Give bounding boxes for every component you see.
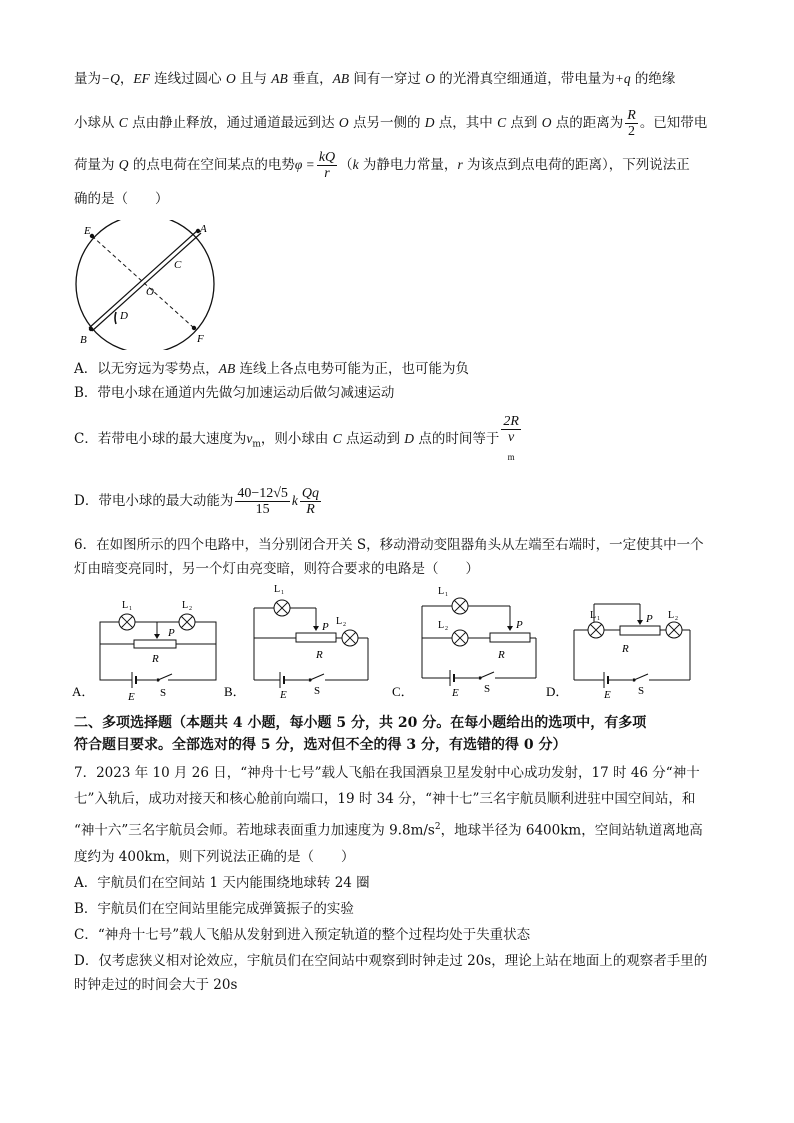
q5-stem-line-1: 量为−Q，EF 连线过圆心 O 且与 AB 垂直，AB 间有一穿过 O 的光滑真空细通道，带电量为+q 的绝缘 <box>74 71 676 87</box>
circuit-d-switch <box>634 674 648 680</box>
svg-text:E: E <box>604 689 611 701</box>
q7-stem-line-3: “神十六”三名宇航员会师。若地球表面重力加速度为 $9.8m/s^2$，地球半径为 6400km，空间站轨道离地高 <box>74 822 703 839</box>
svg-text:2: 2 <box>675 616 678 622</box>
svg-text:R: R <box>622 643 629 655</box>
q7-stem-line-2: 七”入轨后，成功对接天和核心舱前向端口，19 时 34 分，“神十七”三名宇航员顺利进驻中国空间站，和 <box>74 791 696 807</box>
q5-figure-circle-diagram <box>70 220 230 350</box>
section-2-heading-line-1: 二、多项选择题（本题共 4 小题，每小题 5 分，共 20 分。在每小题给出的选项中，有多项 <box>74 715 647 731</box>
svg-text:S: S <box>160 687 167 699</box>
svg-text:L: L <box>274 584 281 595</box>
svg-text:2: 2 <box>189 606 192 612</box>
q7-stem-line-1: 7．2023 年 10 月 26 日，“神舟十七号”载人飞船在我国酒泉卫星发射中心成功发射，17 时 46 分“神十 <box>74 765 700 781</box>
q5-option-d: D．带电小球的最大动能为 $\frac{40-12√5}{15}$ k $\frac{Qq}{R}$ <box>74 486 320 517</box>
svg-text:E: E <box>128 691 135 702</box>
svg-text:L: L <box>336 616 343 627</box>
circuit-c-diagram <box>392 580 542 702</box>
q5-stem-line-3: 荷量为 Q 的点电荷在空间某点的电势φ = $\frac{kQ}{r}$ （k 为静电力常量，r 为该点到点电荷的距离），下列说法正 <box>74 150 690 181</box>
circuit-a-diagram <box>72 592 222 702</box>
svg-text:P: P <box>516 619 523 631</box>
svg-text:S: S <box>484 683 491 695</box>
label-e: E <box>84 225 91 237</box>
circuit-b-letter: B． <box>224 684 246 699</box>
label-o: O <box>146 286 154 298</box>
svg-text:R: R <box>152 653 159 665</box>
svg-text:L: L <box>590 610 597 621</box>
label-b: B <box>80 334 87 346</box>
circuit-b-diagram <box>224 580 374 702</box>
svg-text:1: 1 <box>281 590 284 596</box>
circuit-c-rheostat <box>490 633 530 642</box>
section-2-heading-line-2: 符合题目要求。全部选对的得 5 分，选对但不全的得 3 分，有选错的得 0 分） <box>74 737 567 753</box>
q5-option-a: A．以无穷远为零势点，AB 连线上各点电势可能为正，也可能为负 <box>74 361 470 377</box>
fraction-r-over-2: $\frac{R}{2}$ <box>627 108 636 139</box>
svg-text:2: 2 <box>343 622 346 628</box>
svg-text:L: L <box>668 610 675 621</box>
svg-text:E: E <box>280 689 287 701</box>
channel-line-outer <box>89 230 198 328</box>
fraction-max-ke-coeff: $\frac{40-12√5}{15}$ <box>237 486 288 517</box>
svg-text:L: L <box>438 586 445 597</box>
q7-option-a: A．宇航员们在空间站 1 天内能围绕地球转 24 圈 <box>74 875 370 891</box>
svg-text:R: R <box>498 649 505 661</box>
circuit-b-rheostat <box>296 633 336 642</box>
svg-text:L: L <box>122 600 129 611</box>
q5-option-b: B．带电小球在通道内先做匀加速运动后做匀减速运动 <box>74 385 395 401</box>
q6-stem-line-1: 6．在如图所示的四个电路中，当分别闭合开关 S，移动滑动变阻器角头从左端至右端时，一定使其中一个 <box>74 537 704 553</box>
label-c: C <box>174 259 182 271</box>
fraction-2r-over-vm: 2R v $_m$ <box>503 414 519 462</box>
q7-option-c: C．“神舟十七号”载人飞船从发射到进入预定轨道的整个过程均处于失重状态 <box>74 927 531 943</box>
q5-option-c: C．若带电小球的最大速度为$v_m$，则小球由 C 点运动到 D 点的时间等于 2R v $_m$ <box>74 414 523 465</box>
circuit-d-letter: D． <box>546 684 569 699</box>
label-f: F <box>197 333 204 345</box>
q5-stem-line-4: 确的是（ ） <box>74 191 169 207</box>
svg-text:L: L <box>182 600 189 611</box>
circuit-a-rheostat <box>134 640 176 648</box>
svg-text:P: P <box>322 621 329 633</box>
point-f-dot <box>192 326 196 330</box>
circuit-d-rheostat <box>620 626 660 635</box>
svg-text:P: P <box>168 627 175 639</box>
circuit-b-switch <box>310 674 324 680</box>
q5-stem-line-2: 小球从 C 点由静止释放，通过通道最远到达 O 点另一侧的 D 点，其中 C 点到 O 点的距离为 $\frac{R}{2}$ 。已知带电 <box>74 108 708 139</box>
q7-option-b: B．宇航员们在空间站里能完成弹簧振子的实验 <box>74 901 354 917</box>
channel-line-inner <box>92 233 201 331</box>
circuit-d-diagram <box>546 592 696 702</box>
svg-text:R: R <box>316 649 323 661</box>
ef-dashed-line <box>92 236 194 328</box>
svg-text:1: 1 <box>129 606 132 612</box>
q6-stem-line-2: 灯由暗变亮同时，另一个灯由亮变暗，则符合要求的电路是（ ） <box>74 561 479 577</box>
circuit-c-letter: C． <box>392 684 414 699</box>
svg-text:S: S <box>638 685 645 697</box>
label-d: D <box>120 310 128 322</box>
q7-option-d-line-2: 时钟走过的时间会大于 20s <box>74 977 238 993</box>
svg-text:1: 1 <box>597 616 600 622</box>
svg-text:L: L <box>438 620 445 631</box>
fraction-kq-over-r: $\frac{kQ}{r}$ <box>318 150 336 181</box>
q7-option-d-line-1: D．仅考虑狭义相对论效应，宇航员们在空间站中观察到时钟走过 20s，理论上站在地面上的观察者手里的 <box>74 953 708 969</box>
small-ball-marker <box>115 312 116 324</box>
svg-text:2: 2 <box>445 626 448 632</box>
fraction-qq-over-r: $\frac{Qq}{R}$ <box>301 486 320 517</box>
svg-text:E: E <box>452 687 459 699</box>
svg-text:P: P <box>646 613 653 625</box>
svg-text:1: 1 <box>445 592 448 598</box>
point-b-dot <box>89 327 93 331</box>
circuit-a-letter: A． <box>72 684 95 699</box>
circuit-c-switch <box>480 672 494 678</box>
q7-stem-line-4: 度约为 400km，则下列说法正确的是（ ） <box>74 849 355 865</box>
label-a: A <box>200 223 207 235</box>
svg-text:S: S <box>314 685 321 697</box>
